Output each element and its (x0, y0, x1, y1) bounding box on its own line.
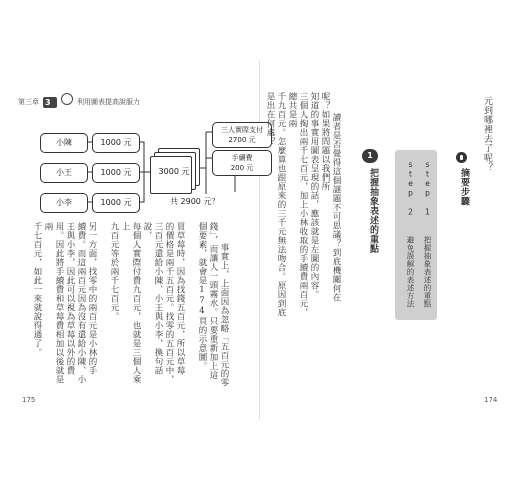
section-title: 把握抽象表述的重點 (368, 168, 378, 254)
page-number-left: 175 (22, 396, 36, 404)
point-badge: 1 (362, 149, 378, 163)
amount-li: 1000 元 (92, 193, 140, 213)
fee-box: 手續費 200 元 (212, 150, 272, 176)
lightbulb-icon (456, 152, 467, 163)
amount-wang: 1000 元 (92, 163, 140, 183)
person-li: 小李 (40, 193, 88, 213)
right-body-text (265, 92, 352, 318)
page-number-right: 174 (484, 396, 498, 404)
left-body-text (32, 222, 240, 392)
step-1: step 1 把握抽象表述的重點 (423, 160, 432, 308)
step-2: step 2 避免誤解的表述方法 (406, 160, 415, 308)
total-label: 共 2900 元？ (170, 197, 220, 206)
right-body-paragraphs: 讀者是否覺得這個謎題不可思議？到底機關何在呢？如果將問題以我們所 知道的事實用圖表呈現的話，應該就是左圖的內容。 三個人掏出兩千七百元，加上小林收取的手續費兩百元，總共是兩 千九百元。怎麼算也跟原來的三千元無法吻合。原因到底是出在何處？ (265, 92, 341, 317)
person-wang: 小王 (40, 163, 88, 183)
chapter-badge: 3 (43, 97, 57, 108)
paid-box: 三人實際支付 2700 元 (212, 122, 272, 148)
pooled-money-box (150, 148, 198, 192)
chapter-title: 利用圖表提高說服力 (77, 98, 140, 106)
pooled-amount: 3000 元 (158, 167, 190, 176)
top-question: 元到哪裡去了呢？ (482, 96, 492, 172)
chapter-prefix: 第三章 (18, 98, 39, 106)
summary-title: 摘要步驟 (459, 168, 469, 206)
left-body-paragraphs: 事實上，上面因為忽略「五百元的零 錢」，而讓人一頭霧水。只要重新加上這 個要素，就會是174頁的示意圖。 買草莓時，因為找錢五百元，所以草莓 的價格是兩千五百元。找零的五百元中， 三百元還給小陳、小王與小李，換句話說， 每個人實際付費九百元，也就是三個人乘上 九百元等於兩千七百元。 另一方面，找零中的兩百元是小林的手 續費。而這兩百元因為沒有還給小陳、小 王與小李，因此可以視為草莓以外的費 用。因此將手續費和草莓費相加以後就是兩 千七百元，如此一來就說得通了。 (32, 222, 229, 387)
amount-chen: 1000 元 (92, 133, 140, 153)
person-chen: 小陳 (40, 133, 88, 153)
